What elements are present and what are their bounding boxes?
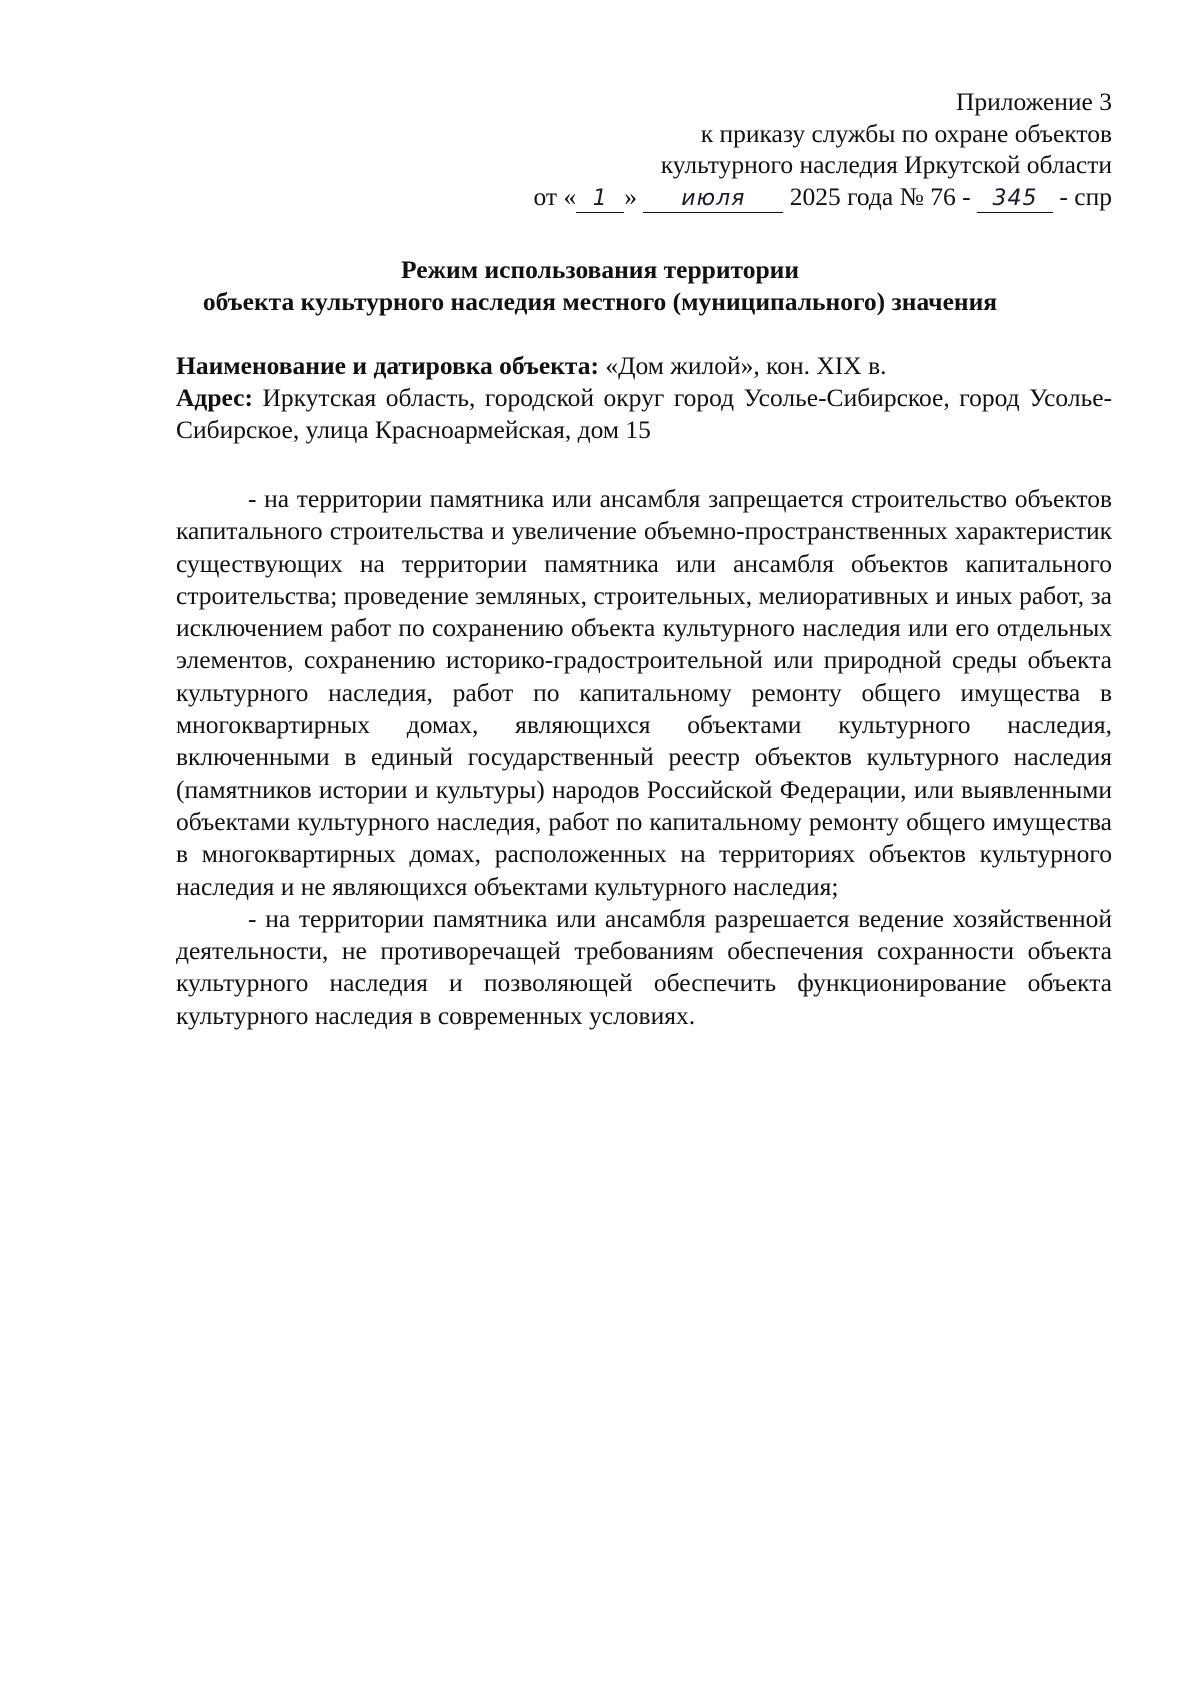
- order-date-line: [472, 181, 1112, 213]
- rule-prohibition: - на территории памятника или ансамбля запрещается строительство объектов капитального строительства и увеличение объемно-пространственных характеристик существующих на территории памятника или ансамбля объектов капитального строительства; проведение земляных, строительных, мелиоративных и иных работ, за исключением работ по сохранению объекта культурного наследия или его отдельных элементов, сохранению историко-градостроительной или природной среды объекта культурного наследия, работ по капитальному ремонту общего имущества в многоквартирных домах, являющихся объектами культурного наследия, включенными в единый государственный реестр объектов культурного наследия (памятников истории и культуры) народов Российской Федерации, или выявленными объектами культурного наследия, работ по капитальному ремонту общего имущества в многоквартирных домах, расположенных на территориях объектов культурного наследия и не являющихся объектами культурного наследия;: [176, 484, 1112, 901]
- rule-permission: - на территории памятника или ансамбля разрешается ведение хозяйственной деятельности, не противоречащей требованиям обеспечения сохранности объекта культурного наследия и позволяющей обеспечить функционирование объекта культурного наследия в современных условиях.: [176, 903, 1112, 1030]
- date-mid: »: [624, 181, 637, 211]
- title-line-2: объекта культурного наследия местного (муниципального) значения: [202, 286, 998, 316]
- order-number-handwritten: 345: [992, 185, 1038, 211]
- date-month-field: [643, 184, 783, 213]
- object-address-label: Адрес:: [176, 383, 253, 412]
- object-address-row: [176, 382, 1112, 446]
- object-address-value: Иркутская область, городской округ город Усолье-Сибирское, город Усолье-Сибирское, улица Красноармейская, дом 15: [176, 383, 1113, 444]
- date-year-and-order: 2025 года № 76 -: [789, 181, 971, 211]
- order-reference-line: к приказу службы по охране объектов: [700, 118, 1112, 148]
- object-name-label: Наименование и датировка объекта:: [176, 351, 599, 380]
- usage-rules: [176, 483, 1112, 1032]
- authority-line: культурного наследия Иркутской области: [660, 150, 1112, 179]
- document-title: [120, 254, 1080, 317]
- object-name-row: [176, 350, 1112, 382]
- date-prefix: от «: [533, 181, 577, 211]
- appendix-number: Приложение 3: [956, 87, 1112, 116]
- date-day-handwritten: 1: [592, 185, 608, 211]
- date-month-handwritten: июля: [681, 185, 746, 211]
- order-number-field: [977, 184, 1053, 213]
- object-name-value: «Дом жилой», кон. XIX в.: [605, 351, 887, 380]
- date-day-field: [576, 184, 624, 213]
- appendix-header: [472, 86, 1112, 213]
- order-suffix: - спр: [1059, 181, 1112, 211]
- object-info: [176, 350, 1112, 446]
- title-line-1: Режим использования территории: [400, 255, 800, 284]
